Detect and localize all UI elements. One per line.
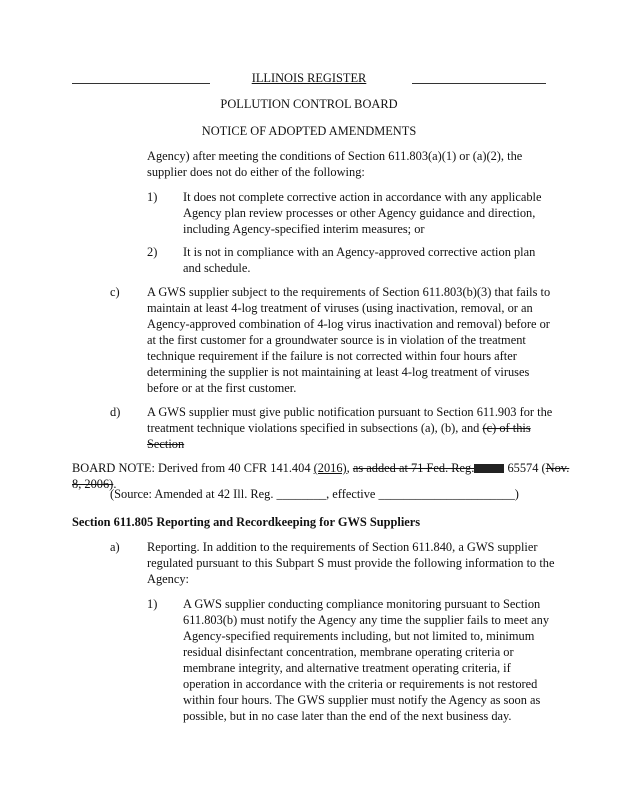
para-a-line: Agency: — [147, 572, 189, 586]
item-line: and schedule. — [183, 261, 251, 275]
item-line: It is not in compliance with an Agency-approved corrective action plan — [183, 245, 536, 259]
para-a-label: a) — [110, 540, 120, 554]
board-note-text: Derived from 40 CFR 141.404 — [154, 461, 314, 475]
item-line: membrane integrity, and alternative treatment operating criteria, if — [183, 661, 511, 675]
underlined-text: (2016) — [313, 461, 347, 475]
section-heading — [72, 514, 420, 530]
para-c-label: c) — [110, 285, 120, 299]
para-c-line: before or at the first customer. — [147, 381, 297, 395]
section-heading-text: Section 611.805 Reporting and Recordkeeping for GWS Suppliers — [72, 515, 421, 529]
board-note — [72, 460, 569, 476]
struck-text: as added at 71 Fed. Reg. — [352, 461, 475, 475]
para-c-line: A GWS supplier subject to the requirements of Section 611.803(b)(3) that fails to — [147, 285, 551, 299]
item-line: operation in accordance with the criteria or requirements is not restored — [183, 677, 538, 691]
para-d-line — [147, 420, 531, 436]
board-note-text: . — [113, 477, 117, 491]
item-number: 1) — [147, 190, 158, 204]
struck-text: 8, 2006) — [72, 477, 114, 491]
source-line: (Source: Amended at 42 Ill. Reg. ________, effective ______________________) — [110, 487, 519, 501]
item-line: possible, but in no case later than the end of the next business day. — [183, 709, 512, 723]
board-note-label: BOARD NOTE: — [72, 461, 155, 475]
struck-text: Section — [147, 437, 185, 451]
struck-text: (c) of this — [482, 421, 531, 435]
continuation-line: Agency) after meeting the conditions of Section 611.803(a)(1) or (a)(2), the — [147, 149, 523, 163]
para-a-line: Reporting. In addition to the requirements of Section 611.840, a GWS supplier — [147, 540, 538, 554]
item-line: residual disinfectant concentration, membrane operating criteria or — [183, 645, 514, 659]
board-note-text: 65574 ( — [504, 461, 546, 475]
board-note-text: , — [346, 461, 353, 475]
para-d-line: A GWS supplier must give public notification pursuant to Section 611.903 for the — [147, 405, 553, 419]
para-d-text: treatment technique violations specified in subsections (a), (b), and — [147, 421, 483, 435]
continuation-line: supplier does not do either of the following: — [147, 165, 365, 179]
item-number: 2) — [147, 245, 158, 259]
item-number: 1) — [147, 597, 158, 611]
item-line: 611.803(b) must notify the Agency any time the supplier fails to meet any — [183, 613, 550, 627]
para-c-line: technique requirement if the failure is not corrected within four hours after — [147, 349, 517, 363]
redaction-mark — [474, 464, 504, 473]
board-title: POLLUTION CONTROL BOARD — [220, 97, 398, 111]
item-line: Agency-specified requirements including, but not limited to, minimum — [183, 629, 535, 643]
item-line: A GWS supplier conducting compliance monitoring pursuant to Section — [183, 597, 541, 611]
item-line: Agency plan review processes or other Agency guidance and direction, — [183, 206, 536, 220]
struck-text: Nov. — [545, 461, 570, 475]
para-a-line: regulated pursuant to this Subpart S must provide the following information to the — [147, 556, 555, 570]
notice-title: NOTICE OF ADOPTED AMENDMENTS — [201, 124, 417, 138]
item-line: including Agency-specified interim measures; or — [183, 222, 425, 236]
para-c-line: at the first customer for a groundwater source is in violation of the treatment — [147, 333, 526, 347]
item-line: within four hours. The GWS supplier must notify the Agency as soon as — [183, 693, 541, 707]
para-d-label: d) — [110, 405, 121, 419]
para-c-line: Agency-approved combination of 4-log virus inactivation and removal) before or — [147, 317, 550, 331]
register-title: ILLINOIS REGISTER — [251, 71, 367, 85]
para-c-line: determining the supplier is not maintaining at least 4-log treatment of viruses — [147, 365, 530, 379]
para-c-line: maintain at least 4-log treatment of viruses (using inactivation, removal, or an — [147, 301, 533, 315]
item-line: It does not complete corrective action in accordance with any applicable — [183, 190, 542, 204]
